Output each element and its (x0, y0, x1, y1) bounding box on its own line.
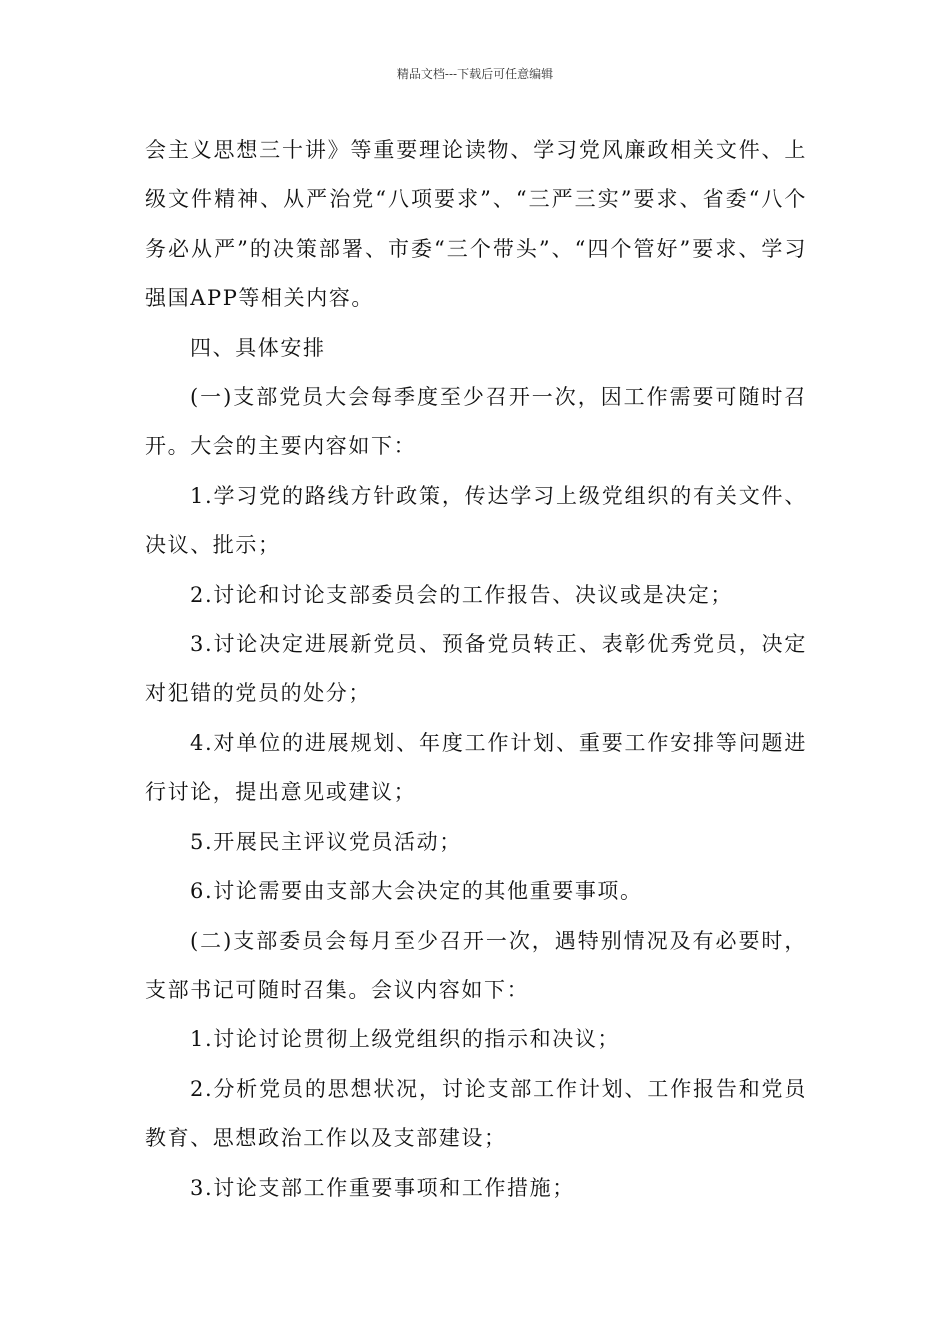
list-item: 1.学习党的路线方针政策，传达学习上级党组织的有关文件、决议、批示； (145, 483, 807, 558)
list-item: 2.分析党员的思想状况，讨论支部工作计划、工作报告和党员教育、思想政治工作以及支部建设； (145, 1076, 807, 1151)
page-header: 精品文档---下载后可任意编辑 (396, 67, 554, 81)
paragraph-branch-committee: (二)支部委员会每月至少召开一次，遇特别情况及有必要时，支部书记可随时召集。会议内容如下： (145, 928, 807, 1002)
list-item: 6.讨论需要由支部大会决定的其他重要事项。 (190, 879, 643, 904)
list-item: 3.讨论支部工作重要事项和工作措施； (190, 1175, 575, 1200)
section-heading-4: 四、具体安排 (190, 335, 326, 360)
document-body (145, 126, 807, 1213)
list-item: 4.对单位的进展规划、年度工作计划、重要工作安排等问题进行讨论，提出意见或建议； (145, 730, 807, 805)
paragraph-party-congress: (一)支部党员大会每季度至少召开一次，因工作需要可随时召开。大会的主要内容如下： (145, 385, 807, 459)
list-item: 1.讨论讨论贯彻上级党组织的指示和决议； (190, 1027, 621, 1052)
list-item: 5.开展民主评议党员活动； (190, 829, 462, 854)
list-item: 3.讨论决定进展新党员、预备党员转正、表彰优秀党员，决定对犯错的党员的处分； (145, 632, 807, 706)
list-item: 2.讨论和讨论支部委员会的工作报告、决议或是决定； (190, 582, 734, 607)
paragraph-continuation: 会主义思想三十讲》等重要理论读物、学习党风廉政相关文件、上级文件精神、从严治党“八项要求”、“三严三实”要求、省委“八个务必从严”的决策部署、市委“三个带头”、“四个管好”要求、学习强国APP等相关内容。 (145, 138, 807, 311)
